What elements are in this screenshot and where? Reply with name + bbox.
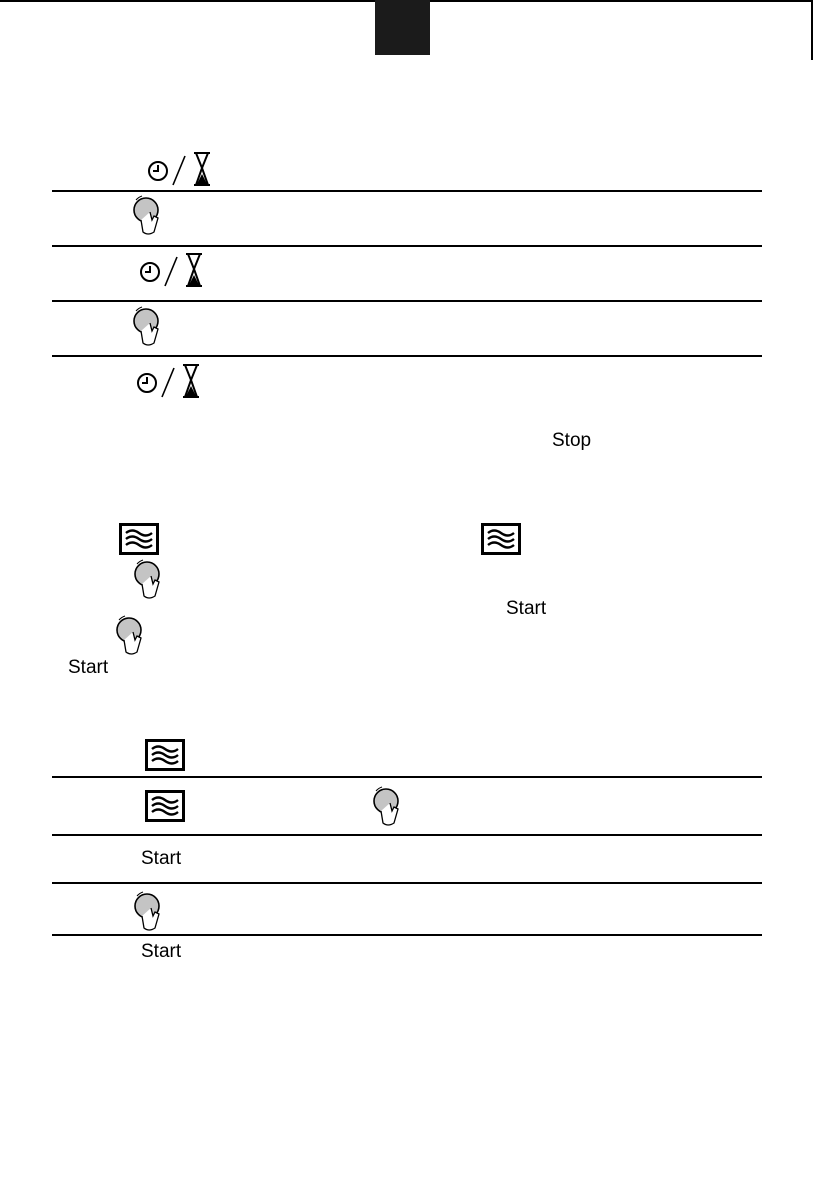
dial-icon [132,305,164,347]
clock-icon [138,374,156,392]
hourglass-icon [186,254,202,286]
clock-icon [149,162,167,180]
start-button-label: Start [141,848,182,869]
hourglass-icon [183,365,199,397]
dial-icon [372,785,404,827]
divider [52,355,762,357]
start-button-label: Start [68,657,109,678]
divider [52,245,762,247]
microwave-power-icon [145,790,185,822]
clock-timer-icon-group [147,152,213,186]
divider [52,934,762,936]
clock-timer-icon-group [136,364,202,398]
page-tab [375,0,430,55]
stop-button-label: Stop [552,430,592,451]
microwave-power-icon [119,523,159,555]
divider [52,776,762,778]
microwave-power-icon [145,739,185,771]
microwave-power-icon [481,523,521,555]
divider [52,300,762,302]
dial-icon [133,890,165,932]
divider [52,190,762,192]
start-button-label: Start [506,598,547,619]
start-button-label: Start [141,941,182,962]
dial-icon [133,558,165,600]
clock-icon [141,263,159,281]
divider [52,882,762,884]
hourglass-icon [194,153,210,185]
dial-icon [115,614,147,656]
right-border [811,0,813,60]
divider [52,834,762,836]
dial-icon [132,194,164,236]
clock-timer-icon-group [139,253,205,287]
